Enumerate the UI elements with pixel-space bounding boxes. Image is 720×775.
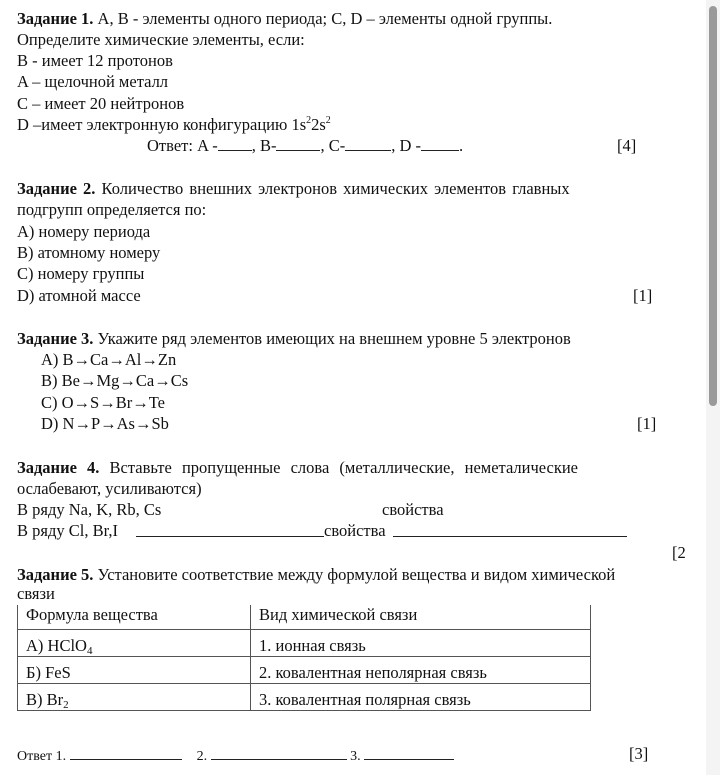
formula-cell: [18, 630, 251, 657]
task4-row1: [17, 500, 161, 520]
task5-table: [17, 605, 591, 711]
task4-title: Задание 4.: [17, 458, 100, 477]
task3-option-c: C) O→S→Br→Te: [41, 393, 165, 412]
task1-answer-line: [147, 136, 463, 156]
task5-line1: [17, 565, 615, 585]
row1-start: В ряду Na, K, Rb, Cs: [17, 500, 162, 519]
scrollbar-track[interactable]: [706, 0, 720, 775]
answer-d-blank[interactable]: [421, 136, 459, 151]
task4-row2-mid: свойства: [324, 521, 386, 540]
bond-cell: 1. ионная связь: [251, 630, 591, 657]
task4-line1: [17, 458, 578, 478]
task2-title: Задание 2.: [17, 179, 96, 198]
task5-answer-line: [17, 745, 454, 767]
answer-2-label: 2.: [196, 749, 208, 764]
answer-b-blank[interactable]: [276, 136, 320, 151]
task4-row1-blank2[interactable]: [452, 501, 626, 516]
scrollbar-thumb[interactable]: [709, 6, 717, 406]
answer-3-blank[interactable]: [364, 745, 454, 760]
task3-title: Задание 3.: [17, 329, 94, 348]
formula-cell: [18, 657, 251, 684]
answer-3-label: 3.: [350, 749, 361, 764]
task2-option-a: A) номеру периода: [17, 222, 151, 241]
formula-cell: [18, 684, 251, 711]
task3-points: [1]: [637, 414, 657, 433]
task2-option-d: D) атомной массе: [17, 286, 141, 305]
task1-condition-c: C – имеет 20 нейтронов: [17, 94, 185, 113]
task3-option-b: B) Be→Mg→Ca→Cs: [41, 371, 189, 390]
table-row: [18, 657, 591, 684]
d-text: D –имеет электронную конфигурацию 1s: [17, 115, 307, 134]
task1-title: Задание 1.: [17, 9, 94, 28]
task5-text: Установите соответствие между формулой вещества и видом химической: [97, 565, 616, 584]
header-formula: Формула вещества: [18, 605, 251, 630]
task2-option-c: C) номеру группы: [17, 264, 145, 283]
task4-row2: [17, 521, 118, 541]
task2-points: [1]: [633, 286, 653, 305]
d-sup2: 2: [325, 115, 331, 126]
task1-condition-b: B - имеет 12 протонов: [17, 51, 173, 70]
formula-text: B) Br: [26, 690, 64, 709]
task3-option-a: A) B→Ca→Al→Zn: [41, 350, 177, 369]
answer-1-label: Ответ 1.: [17, 749, 67, 764]
answer-c-label: , C-: [320, 136, 346, 155]
task4-line2: ослабевают, усиливаются): [17, 479, 202, 498]
task2-text: Количество внешних электронов химических элементов главных: [101, 179, 570, 198]
row2-start: В ряду Cl, Br,I: [17, 521, 119, 540]
task1-line2: Определите химические элементы, если:: [17, 30, 305, 49]
table-row: [18, 630, 591, 657]
bond-cell: 3. ковалентная полярная связь: [251, 684, 591, 711]
task5-line2: связи: [17, 584, 55, 603]
formula-sub: 2: [63, 699, 69, 711]
task2-option-b: B) атомному номеру: [17, 243, 161, 262]
answer-a-blank[interactable]: [218, 136, 252, 151]
task5-title: Задание 5.: [17, 565, 94, 584]
formula-sub: 4: [86, 645, 93, 657]
task4-row2-blank2[interactable]: [393, 522, 627, 537]
task2-line2: подгрупп определяется по:: [17, 200, 207, 219]
d-mid: 2s: [311, 115, 326, 134]
answer-c-blank[interactable]: [345, 136, 391, 151]
task3-text: Укажите ряд элементов имеющих на внешнем уровне 5 электронов: [97, 329, 571, 348]
task3-line1: [17, 329, 571, 349]
task1-line1: [17, 9, 552, 29]
task1-condition-d: [17, 115, 331, 135]
task4-row2-blank1[interactable]: [136, 522, 324, 537]
answer-2-blank[interactable]: [211, 745, 347, 760]
answer-b-label: , B-: [251, 136, 277, 155]
task1-text: A, B - элементы одного периода; C, D – элементы одной группы.: [97, 9, 553, 28]
task4-row1-blank1[interactable]: [188, 501, 374, 516]
task4-row1-mid: свойства: [382, 500, 444, 519]
formula-text: Б) FeS: [26, 663, 71, 682]
task4-text: Вставьте пропущенные слова (металлические, неметалические: [109, 458, 579, 477]
answer-1-blank[interactable]: [70, 745, 182, 760]
table-header-row: [18, 605, 591, 630]
table-row: [18, 684, 591, 711]
answer-d-label: , D -: [391, 136, 421, 155]
formula-text: A) HClO: [26, 636, 87, 655]
task2-line1: [17, 179, 570, 199]
answer-a-label: Ответ: A -: [147, 136, 218, 155]
task5-points: [3]: [629, 744, 649, 763]
bond-cell: 2. ковалентная неполярная связь: [251, 657, 591, 684]
header-bond-type: Вид химической связи: [251, 605, 591, 630]
task1-points: [4]: [617, 136, 637, 155]
answer-end: .: [459, 136, 464, 155]
task3-option-d: D) N→P→As→Sb: [41, 414, 169, 433]
d-sup1: 2: [306, 115, 312, 126]
task4-points: [2: [672, 543, 686, 562]
task1-condition-a: A – щелочной металл: [17, 72, 169, 91]
